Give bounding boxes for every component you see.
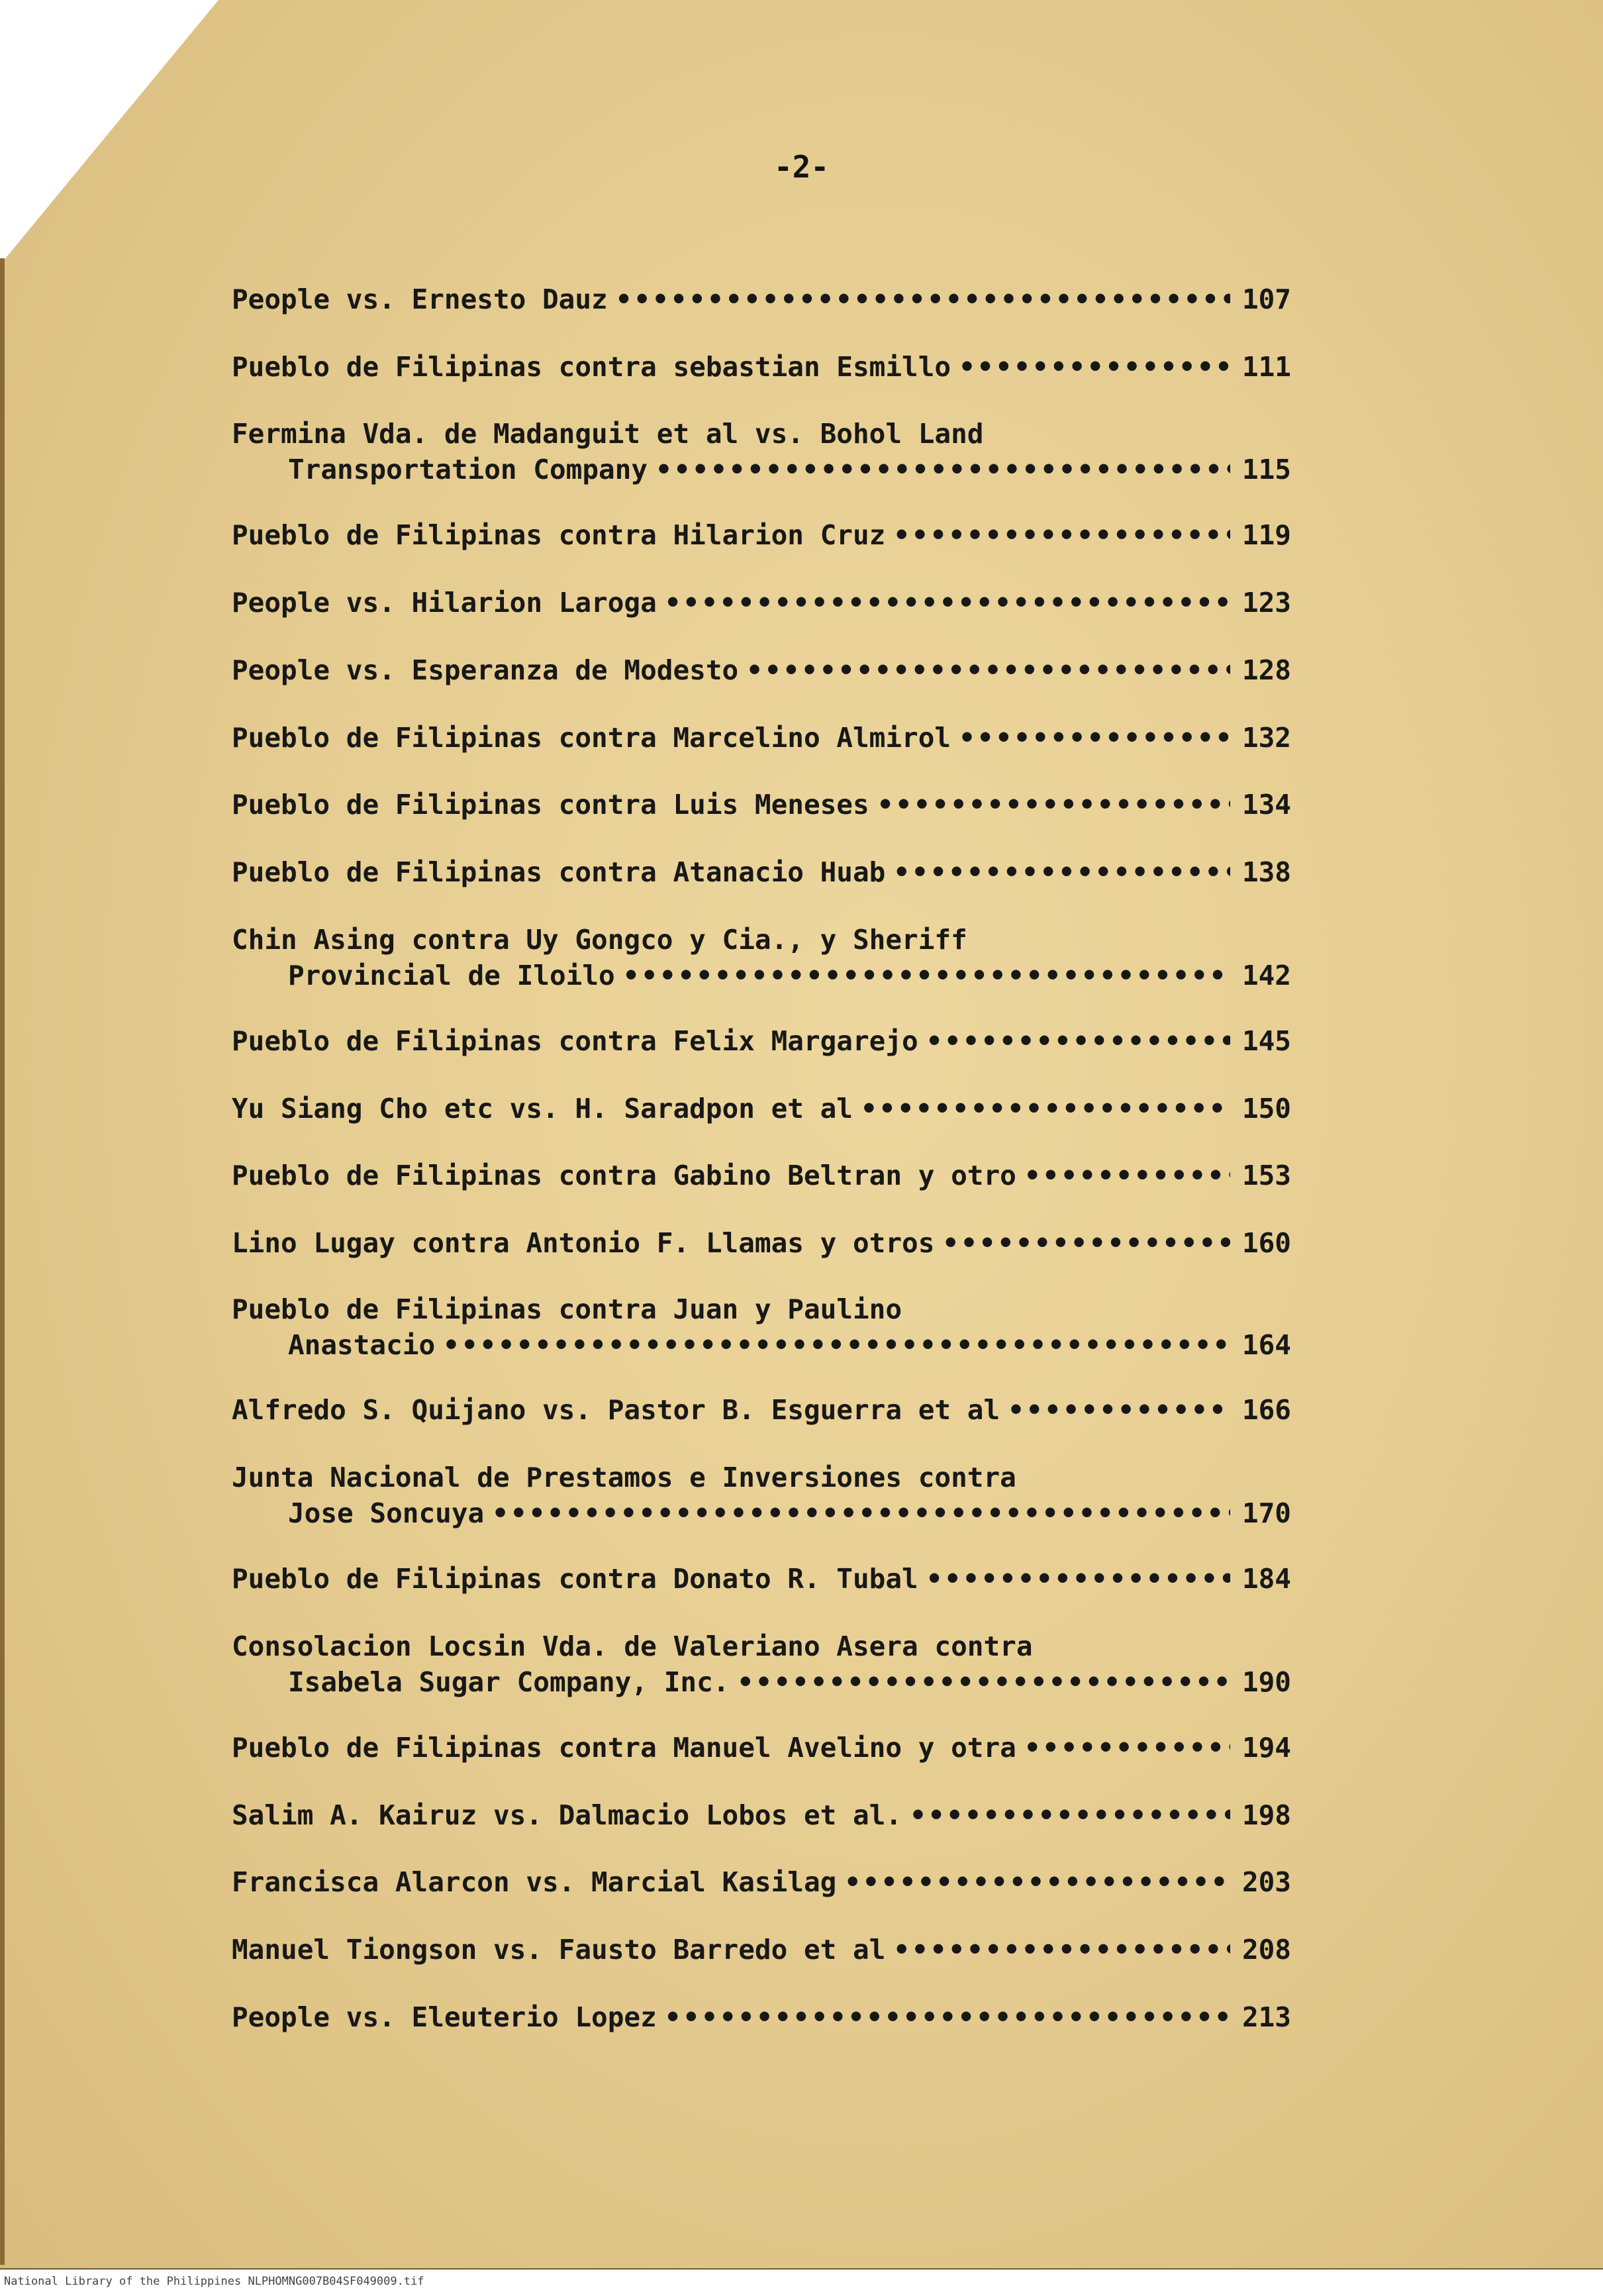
entry-title: People vs. Eleuterio Lopez xyxy=(232,2001,657,2033)
entry-title: Chin Asing contra Uy Gongco y Cia., y Sheriff xyxy=(232,924,967,956)
entry-page: 184 xyxy=(1241,1563,1291,1595)
entry-page: 145 xyxy=(1241,1025,1291,1057)
index-entry xyxy=(232,281,1291,317)
footer-caption: National Library of the Philippines NLPHOMNG007B04SF049009.tif xyxy=(4,2275,424,2288)
entry-page: 128 xyxy=(1241,654,1291,686)
dot-leader xyxy=(910,1797,1230,1833)
index-entry xyxy=(232,854,1291,890)
entry-title: Alfredo S. Quijano vs. Pastor B. Esguerra et al xyxy=(232,1394,1000,1426)
folded-corner xyxy=(0,0,219,265)
dot-leader xyxy=(942,1225,1230,1261)
entry-title: People vs. Ernesto Dauz xyxy=(232,283,608,315)
index-entry xyxy=(232,517,1291,553)
entry-page: 170 xyxy=(1241,1497,1291,1529)
dot-leader xyxy=(746,652,1230,688)
entry-page: 198 xyxy=(1241,1799,1291,1831)
entry-page: 142 xyxy=(1241,960,1291,991)
index-entry xyxy=(232,1999,1291,2035)
scan-footer xyxy=(0,2268,1603,2296)
entry-title: Pueblo de Filipinas contra Manuel Avelino y otra xyxy=(232,1732,1016,1764)
index-entry xyxy=(232,1864,1291,1900)
entry-title-continued: Isabela Sugar Company, Inc. xyxy=(288,1666,730,1698)
index-entry xyxy=(232,1023,1291,1059)
entry-title: Lino Lugay contra Antonio F. Llamas y otros xyxy=(232,1227,935,1259)
entry-page: 203 xyxy=(1241,1866,1291,1898)
entry-page: 213 xyxy=(1241,2001,1291,2033)
index-entry xyxy=(232,1561,1291,1597)
index-entry xyxy=(232,1797,1291,1833)
index-entry xyxy=(232,1158,1291,1193)
dot-leader xyxy=(861,1091,1230,1126)
dot-leader xyxy=(616,281,1230,317)
entry-title: Junta Nacional de Prestamos e Inversiones contra xyxy=(232,1462,1016,1493)
entry-title-continued: Jose Soncuya xyxy=(288,1497,485,1529)
entry-page: 190 xyxy=(1241,1666,1291,1698)
entry-page: 115 xyxy=(1241,454,1291,485)
entry-page: 119 xyxy=(1241,519,1291,551)
dot-leader xyxy=(665,1999,1230,2035)
dot-leader xyxy=(926,1561,1230,1597)
index-entry xyxy=(232,1225,1291,1261)
index-entry xyxy=(232,1628,1291,1700)
entry-title: Consolacion Locsin Vda. de Valeriano Asera contra xyxy=(232,1630,1033,1662)
entry-title: Pueblo de Filipinas contra Juan y Paulino xyxy=(232,1293,902,1325)
dot-leader xyxy=(1008,1392,1230,1428)
dot-leader xyxy=(893,517,1230,553)
entry-title-continued: Anastacio xyxy=(288,1329,436,1361)
entry-title: Francisca Alarcon vs. Marcial Kasilag xyxy=(232,1866,837,1898)
entry-page: 134 xyxy=(1241,789,1291,821)
entry-page: 160 xyxy=(1241,1227,1291,1259)
entry-title: Pueblo de Filipinas contra Felix Margarejo xyxy=(232,1025,918,1057)
entry-title: Salim A. Kairuz vs. Dalmacio Lobos et al. xyxy=(232,1799,902,1831)
dot-leader xyxy=(926,1023,1230,1059)
entry-title: Fermina Vda. de Madanguit et al vs. Bohol Land xyxy=(232,418,984,450)
dot-leader xyxy=(893,1932,1230,1968)
entry-page: 194 xyxy=(1241,1732,1291,1764)
entry-title: Pueblo de Filipinas contra Donato R. Tubal xyxy=(232,1563,918,1595)
entry-page: 123 xyxy=(1241,587,1291,619)
entry-title-continued: Provincial de Iloilo xyxy=(288,960,615,991)
index-entry xyxy=(232,720,1291,756)
dot-leader xyxy=(877,787,1230,823)
index-entry xyxy=(232,1291,1291,1363)
entry-page: 111 xyxy=(1241,351,1291,383)
dot-leader xyxy=(1024,1158,1230,1193)
index-entry xyxy=(232,416,1291,487)
dot-leader xyxy=(959,349,1230,385)
page-number: -2- xyxy=(773,149,830,185)
index-entry xyxy=(232,1392,1291,1428)
entry-title: Pueblo de Filipinas contra sebastian Esmillo xyxy=(232,351,951,383)
entry-page: 138 xyxy=(1241,856,1291,888)
entry-page: 164 xyxy=(1241,1329,1291,1361)
entry-title: Pueblo de Filipinas contra Marcelino Almirol xyxy=(232,722,951,754)
entry-page: 132 xyxy=(1241,722,1291,754)
index-entry xyxy=(232,1091,1291,1126)
dot-leader xyxy=(959,720,1230,756)
dot-leader xyxy=(1024,1730,1230,1766)
entry-page: 150 xyxy=(1241,1093,1291,1124)
entry-title: People vs. Hilarion Laroga xyxy=(232,587,657,619)
index-entry xyxy=(232,349,1291,385)
index-entry xyxy=(232,787,1291,823)
entry-title: People vs. Esperanza de Modesto xyxy=(232,654,739,686)
index-entry xyxy=(232,922,1291,993)
entry-title: Pueblo de Filipinas contra Gabino Beltran y otro xyxy=(232,1160,1016,1191)
dot-leader xyxy=(665,585,1230,621)
index-entry xyxy=(232,585,1291,621)
dot-leader xyxy=(443,1327,1230,1363)
dot-leader xyxy=(844,1864,1230,1900)
entry-page: 153 xyxy=(1241,1160,1291,1191)
index-entry xyxy=(232,1460,1291,1531)
entry-title: Pueblo de Filipinas contra Luis Meneses xyxy=(232,789,869,821)
index-entry xyxy=(232,1730,1291,1766)
dot-leader xyxy=(623,958,1230,993)
dot-leader xyxy=(893,854,1230,890)
entry-title: Yu Siang Cho etc vs. H. Saradpon et al xyxy=(232,1093,853,1124)
entry-title: Pueblo de Filipinas contra Atanacio Huab xyxy=(232,856,886,888)
entry-page: 208 xyxy=(1241,1934,1291,1966)
index-entry xyxy=(232,652,1291,688)
entry-page: 107 xyxy=(1241,283,1291,315)
entry-page: 166 xyxy=(1241,1394,1291,1426)
entry-title: Manuel Tiongson vs. Fausto Barredo et al xyxy=(232,1934,886,1966)
page-edge-shadow xyxy=(0,258,5,2265)
dot-leader xyxy=(656,452,1230,487)
dot-leader xyxy=(492,1495,1230,1531)
dot-leader xyxy=(737,1664,1230,1700)
index-entry xyxy=(232,1932,1291,1968)
entry-title: Pueblo de Filipinas contra Hilarion Cruz xyxy=(232,519,886,551)
entry-title-continued: Transportation Company xyxy=(288,454,648,485)
